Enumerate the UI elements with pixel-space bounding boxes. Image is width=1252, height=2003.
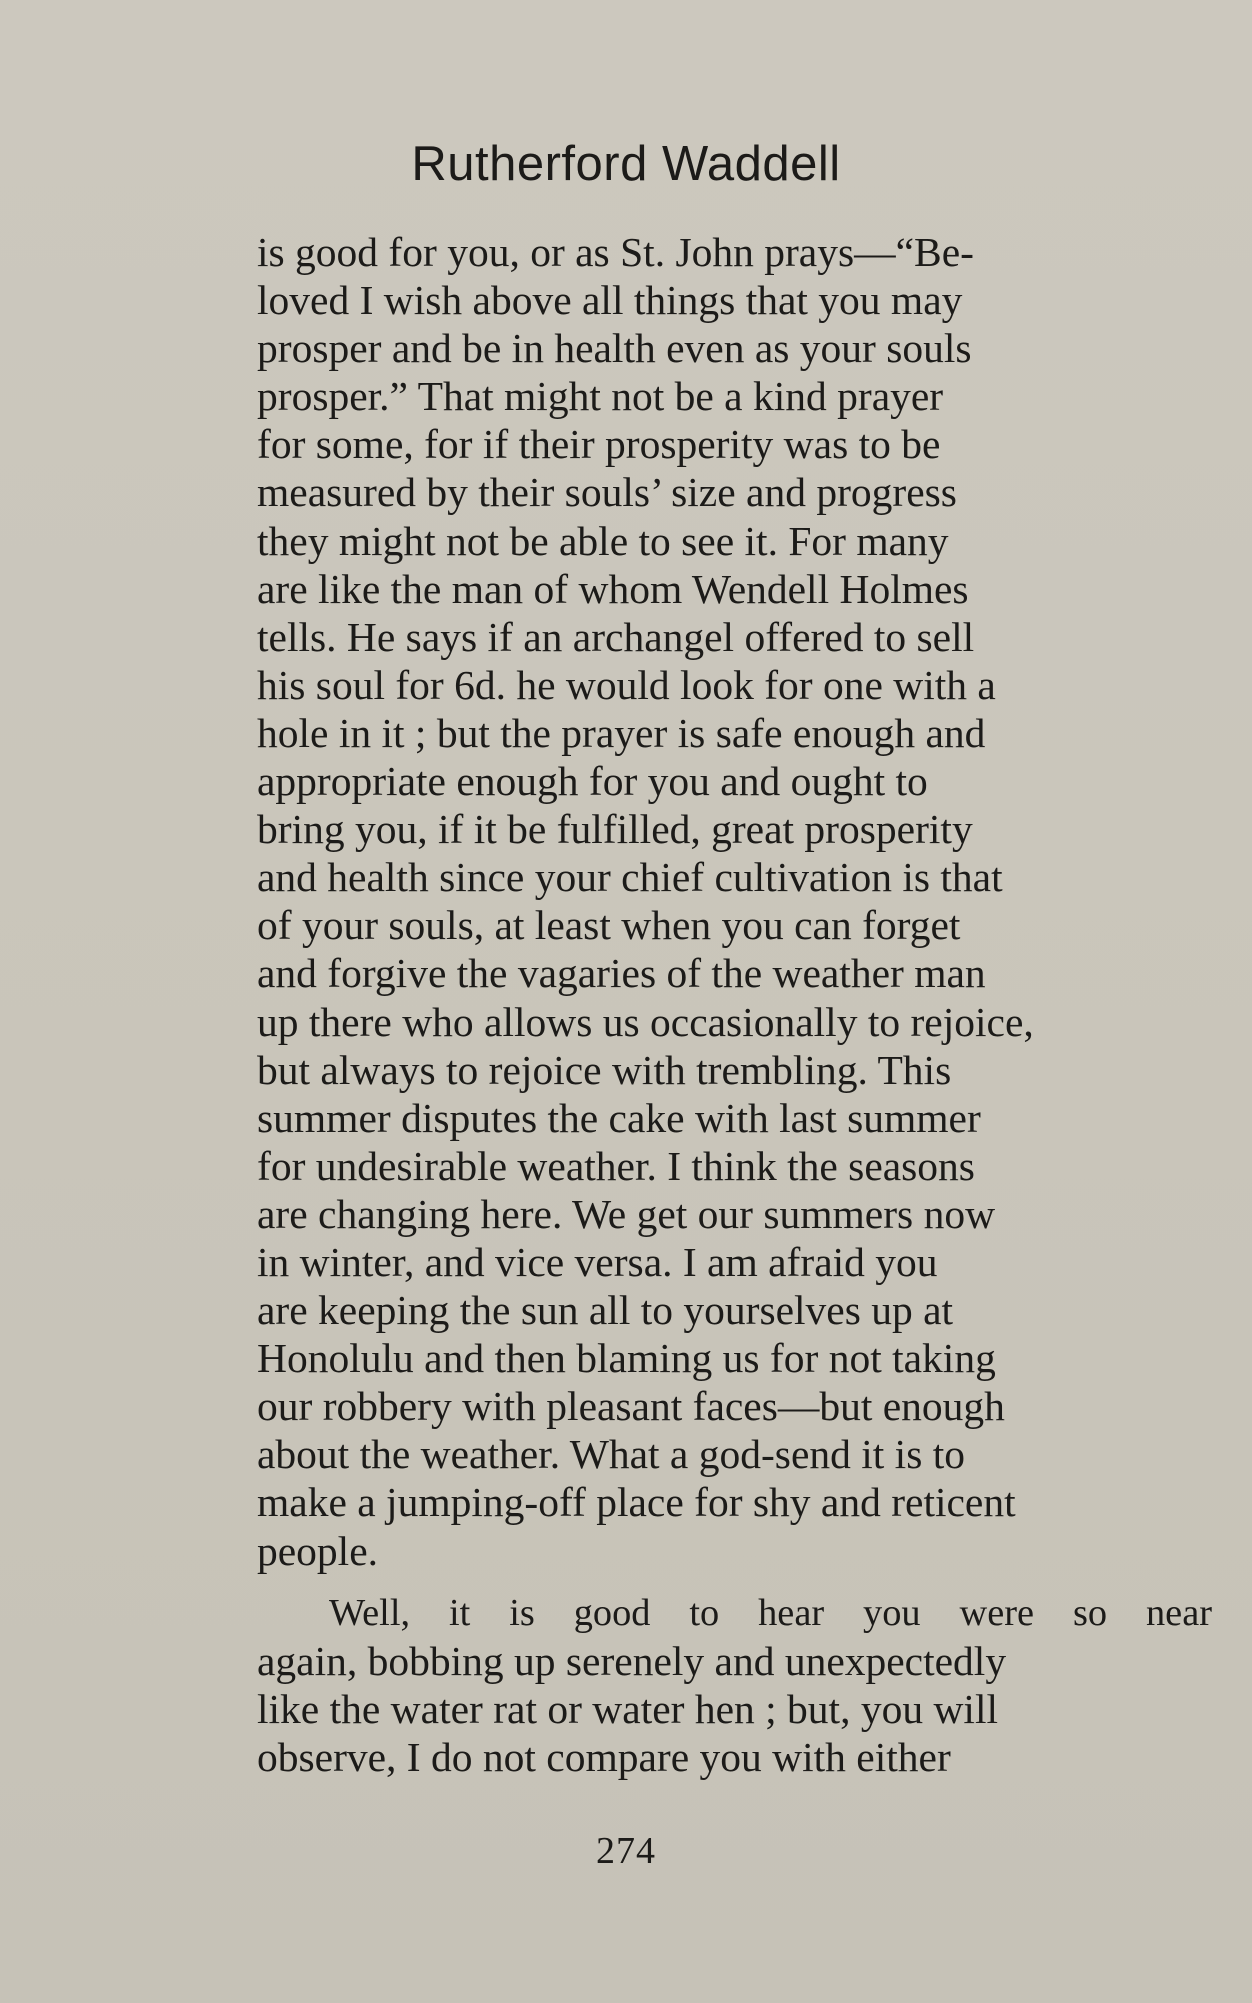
text-line: our robbery with pleasant faces—but enough (257, 1383, 1005, 1430)
text-line: observe, I do not compare you with either (257, 1733, 951, 1780)
text-line: are changing here. We get our summers now (257, 1190, 996, 1237)
text-line: Well, it is good to hear you were so near (329, 1591, 1212, 1634)
text-line: is good for you, or as St. John prays—“Be- (257, 229, 974, 275)
text-line: in winter, and vice versa. I am afraid you (257, 1238, 938, 1285)
paragraph-1 (257, 228, 1212, 1575)
page-number: 274 (596, 1830, 656, 1872)
text-line: of your souls, at least when you can forget (257, 902, 961, 949)
text-line: prosper and be in health even as your souls (257, 325, 972, 372)
text-line: they might not be able to see it. For many (257, 517, 949, 564)
text-line: appropriate enough for you and ought to (257, 758, 928, 805)
text-line: but always to rejoice with trembling. This (257, 1046, 952, 1093)
text-line: his soul for 6d. he would look for one with a (257, 661, 996, 708)
text-line: Honolulu and then blaming us for not taking (257, 1335, 996, 1382)
text-line: again, bobbing up serenely and unexpectedly (257, 1637, 1007, 1684)
text-line: for undesirable weather. I think the seasons (257, 1142, 975, 1189)
text-line: are keeping the sun all to yourselves up at (257, 1287, 954, 1334)
text-line: measured by their souls’ size and progress (257, 469, 957, 516)
paragraph-2 (257, 1589, 1212, 1781)
text-line: and forgive the vagaries of the weather man (257, 950, 986, 997)
text-line: about the weather. What a god-send it is to (257, 1431, 966, 1478)
text-line: loved I wish above all things that you may (257, 277, 963, 324)
body-text (257, 228, 1212, 1781)
text-line: prosper.” That might not be a kind prayer (257, 373, 944, 420)
text-line: summer disputes the cake with last summer (257, 1094, 981, 1141)
text-line: bring you, if it be fulfilled, great prosperity (257, 806, 973, 853)
text-line: people. (257, 1527, 378, 1574)
text-line: up there who allows us occasionally to rejoice, (257, 998, 1034, 1045)
running-head: Rutherford Waddell (411, 137, 841, 191)
text-line: are like the man of whom Wendell Holmes (257, 565, 969, 612)
text-line: like the water rat or water hen ; but, you will (257, 1685, 999, 1732)
text-line: and health since your chief cultivation is that (257, 854, 1003, 901)
text-line: make a jumping-off place for shy and reticent (257, 1479, 1016, 1526)
text-line: hole in it ; but the prayer is safe enough and (257, 709, 986, 756)
text-line: for some, for if their prosperity was to be (257, 421, 941, 468)
text-line: tells. He says if an archangel offered to sell (257, 613, 975, 660)
